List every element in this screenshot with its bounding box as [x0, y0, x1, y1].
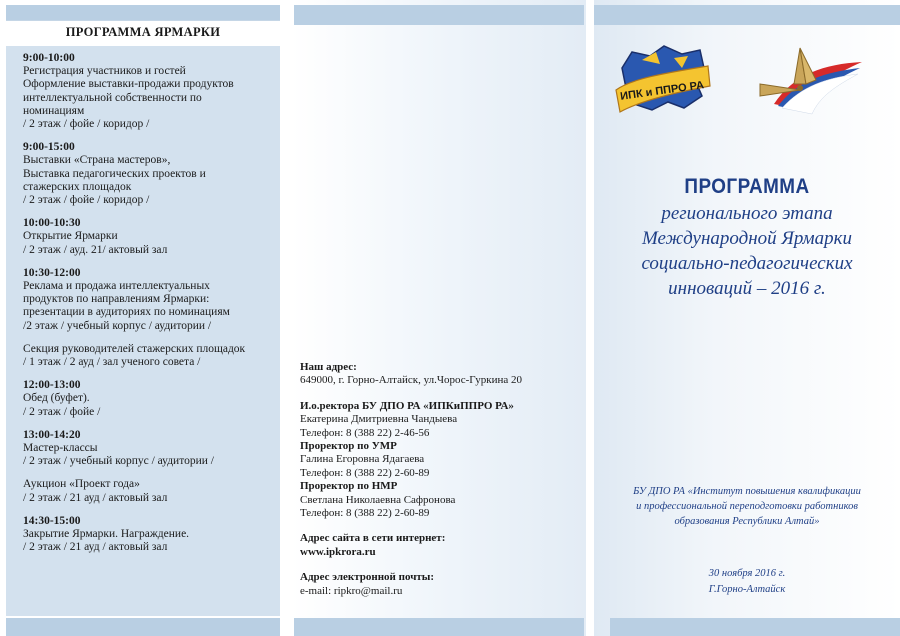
contacts-block	[300, 361, 580, 598]
email-label: Адрес электронной почты:	[300, 571, 435, 584]
cover-panel	[594, 0, 900, 636]
schedule-entry	[23, 429, 280, 469]
top-bar	[294, 5, 584, 25]
schedule-time: 14:30-15:00	[23, 514, 81, 527]
umr-label: Проректор по УМР	[300, 440, 397, 453]
program-subtitle	[594, 201, 900, 301]
schedule-line: / 2 этаж / фойе / коридор /	[23, 194, 150, 207]
schedule-entry	[23, 515, 280, 555]
bottom-bar	[610, 618, 900, 636]
schedule-time: 9:00-10:00	[23, 52, 75, 64]
institute-logo-icon	[612, 38, 712, 120]
site-link[interactable]: www.ipkrora.ru	[300, 545, 376, 558]
schedule-line: / 1 этаж / 2 ауд / зал ученого совета /	[23, 356, 201, 369]
schedule-line: презентации в аудиториях по номинациям	[23, 306, 230, 319]
schedule-line: Мастер-классы	[23, 442, 98, 455]
address-label: Наш адрес:	[300, 361, 357, 373]
pen-emblem-icon	[754, 44, 866, 120]
subtitle-line: инноваций – 2016 г.	[668, 278, 826, 299]
subtitle-line: социально-педагогических	[641, 253, 853, 274]
umr-name: Галина Егоровна Ядагаева	[300, 453, 425, 466]
schedule-entry	[23, 478, 280, 504]
schedule-time: 9:00-15:00	[23, 141, 75, 154]
site-label: Адрес сайта в сети интернет:	[300, 532, 446, 545]
email-link[interactable]: e-mail: ripkro@mail.ru	[300, 584, 403, 597]
program-title: ПРОГРАММА	[684, 175, 810, 198]
schedule-line: продуктов по направлениям Ярмарки:	[23, 293, 210, 306]
schedule-entry	[23, 52, 280, 131]
nmr-phone: Телефон: 8 (388 22) 2-60-89	[300, 507, 430, 520]
bottom-bar	[294, 618, 584, 636]
schedule-line: Выставки «Страна мастеров»,	[23, 154, 171, 167]
org-line: БУ ДПО РА «Институт повышения квалификации	[633, 486, 861, 497]
rector-label: И.о.ректора БУ ДПО РА «ИПКиППРО РА»	[300, 399, 514, 412]
schedule-line: Аукцион «Проект года»	[23, 478, 140, 491]
schedule-line: / 2 этаж / 21 ауд / актовый зал	[23, 491, 168, 504]
logo-text: ИПК и ППРО РА	[619, 79, 705, 103]
date-location	[594, 566, 900, 598]
contacts-panel	[292, 0, 586, 636]
org-line: и профессиональной переподготовки работников	[636, 501, 858, 512]
subtitle-line: регионального этапа	[661, 203, 833, 224]
schedule-heading: ПРОГРАММА ЯРМАРКИ	[6, 20, 280, 47]
schedule-line: / 2 этаж / фойе /	[23, 405, 101, 418]
schedule-line: Регистрация участников и гостей	[23, 65, 186, 78]
schedule-line: Выставка педагогических проектов и	[23, 167, 206, 180]
schedule-entry	[23, 267, 280, 333]
schedule-line: / 2 этаж / учебный корпус / аудитории /	[23, 455, 214, 468]
schedule-line: стажерских площадок	[23, 180, 132, 193]
schedule-line: / 2 этаж / ауд. 21/ актовый зал	[23, 243, 168, 256]
subtitle-line: Международной Ярмарки	[641, 228, 852, 249]
schedule-line: / 2 этаж / фойе / коридор /	[23, 118, 150, 131]
top-bar	[594, 5, 900, 25]
schedule-entry	[23, 379, 280, 419]
schedule-entry	[23, 141, 280, 207]
schedule-panel	[0, 0, 284, 636]
schedule-line: интеллектуальной собственности по	[23, 91, 202, 104]
bottom-bar	[6, 618, 280, 636]
schedule-list	[6, 46, 280, 616]
schedule-time: 10:30-12:00	[23, 266, 81, 279]
nmr-label: Проректор по НМР	[300, 480, 398, 493]
schedule-time: 10:00-10:30	[23, 217, 81, 230]
schedule-line: Закрытие Ярмарки. Награждение.	[23, 528, 190, 541]
schedule-line: / 2 этаж / 21 ауд / актовый зал	[23, 541, 168, 554]
address-text: 649000, г. Горно-Алтайск, ул.Чорос-Гуркина 20	[300, 374, 522, 387]
org-line: образования Республики Алтай»	[674, 516, 820, 527]
event-city: Г.Горно-Алтайск	[708, 584, 786, 595]
nmr-name: Светлана Николаевна Сафронова	[300, 493, 456, 506]
schedule-line: Реклама и продажа интеллектуальных	[23, 280, 210, 293]
schedule-line: номинациям	[23, 104, 85, 117]
schedule-entry	[23, 343, 280, 369]
event-date: 30 ноября 2016 г.	[708, 568, 786, 579]
schedule-entry	[23, 217, 280, 257]
organization-name	[594, 484, 900, 529]
schedule-line: Секция руководителей стажерских площадок	[23, 342, 246, 355]
schedule-time: 13:00-14:20	[23, 428, 81, 441]
rector-phone: Телефон: 8 (388 22) 2-46-56	[300, 426, 430, 439]
schedule-line: Открытие Ярмарки	[23, 230, 118, 243]
schedule-line: /2 этаж / учебный корпус / аудитории /	[23, 319, 212, 332]
schedule-time: 12:00-13:00	[23, 379, 81, 392]
umr-phone: Телефон: 8 (388 22) 2-60-89	[300, 466, 430, 479]
schedule-line: Обед (буфет).	[23, 392, 90, 405]
rector-name: Екатерина Дмитриевна Чандыева	[300, 413, 458, 426]
schedule-line: Оформление выставки-продажи продуктов	[23, 78, 234, 91]
